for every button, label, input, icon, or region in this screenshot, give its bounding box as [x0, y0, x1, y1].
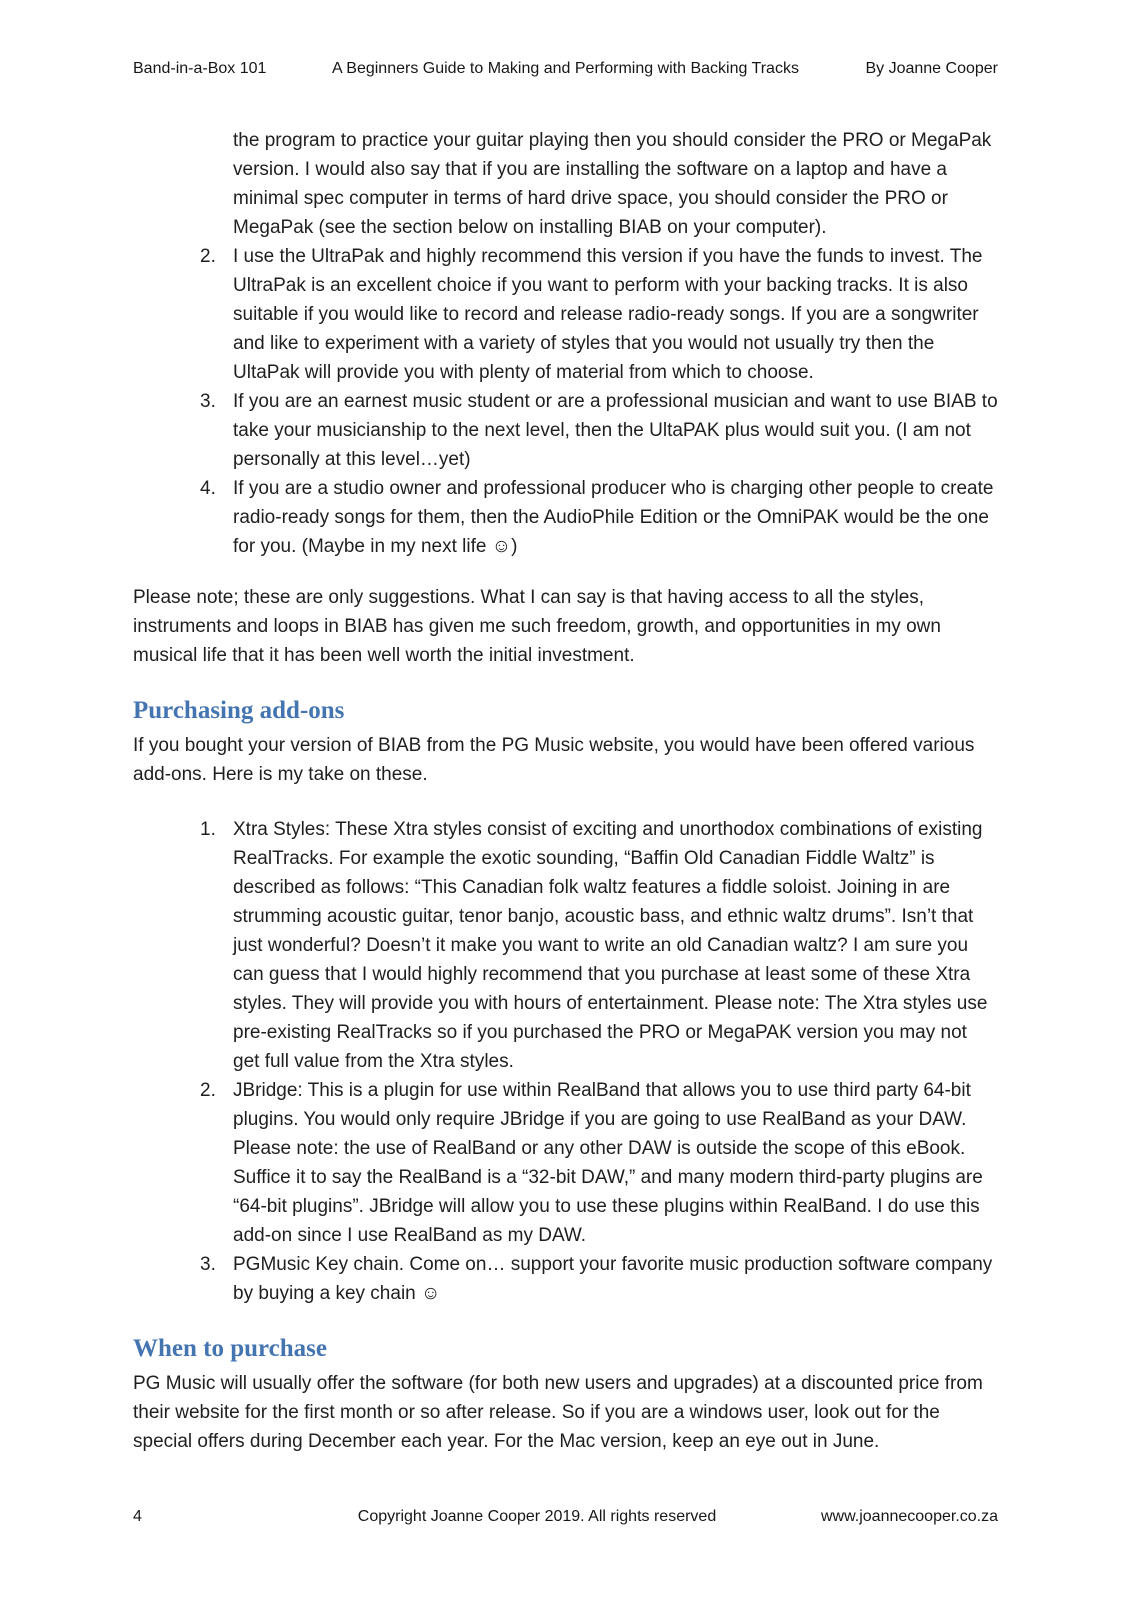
footer-page-number: 4 — [133, 1508, 142, 1525]
numbered-list-add-ons — [133, 815, 998, 1308]
list-item — [133, 1076, 998, 1250]
header-author: By Joanne Cooper — [865, 60, 998, 77]
list-item-number: 3. — [200, 1254, 216, 1275]
list-item-text: If you are an earnest music student or are a professional musician and want to use BIAB to take your musicianship to the next level, then the UltaPAK plus would suit you. (I am not personally at this level…yet) — [233, 391, 998, 470]
list-item — [133, 242, 998, 387]
list-item-continuation: the program to practice your guitar playing then you should consider the PRO or MegaPak version. I would also say that if you are installing the software on a laptop and have a minimal spec computer in terms of hard drive space, you should consider the PRO or MegaPak (see the section below on installing BIAB on your computer). — [233, 130, 992, 238]
list-item-text: If you are a studio owner and professional producer who is charging other people to create radio-ready songs for them, then the AudioPhile Edition or the OmniPAK would be the one for you. (Maybe in my next life ☺) — [233, 478, 994, 557]
list-item — [133, 815, 998, 1076]
list-item-text: I use the UltraPak and highly recommend this version if you have the funds to invest. The UltraPak is an excellent choice if you want to perform with your backing tracks. It is also suitable if you would like to record and release radio-ready songs. If you are a songwriter and like to experiment with a variety of styles that you would not usually try then the UltaPak will provide you with plenty of material from which to choose. — [233, 246, 983, 383]
section-heading-when-to-purchase: When to purchase — [133, 1335, 328, 1362]
page-footer — [133, 1508, 998, 1526]
header-left-title: Band-in-a-Box 101 — [133, 60, 267, 77]
list-item-number: 4. — [200, 478, 216, 499]
list-item-number: 1. — [200, 819, 216, 840]
paragraph-please-note: Please note; these are only suggestions. What I can say is that having access to all the styles, instruments and loops in BIAB has given me such freedom, growth, and opportunities in my own musical life that it has been well worth the initial investment. — [133, 587, 941, 666]
list-item-number: 2. — [200, 246, 216, 267]
document-body — [133, 126, 998, 1456]
footer-website: www.joannecooper.co.za — [821, 1508, 998, 1525]
list-item-number: 2. — [200, 1080, 216, 1101]
section-heading-purchasing-add-ons: Purchasing add-ons — [133, 697, 345, 724]
list-item-text: JBridge: This is a plugin for use within RealBand that allows you to use third party 64-bit plugins. You would only require JBridge if you are going to use RealBand as your DAW. Please note: the use of RealBand or any other DAW is outside the scope of this eBook. Suffice it to say the RealBand is a “32-bit DAW,” and many modern third-party plugins are “64-bit plugins”. JBridge will allow you to use these plugins within RealBand. I do use this add-on since I use RealBand as my DAW. — [233, 1080, 983, 1246]
footer-copyright: Copyright Joanne Cooper 2019. All rights reserved — [357, 1508, 717, 1525]
list-item-text: PGMusic Key chain. Come on… support your favorite music production software company by buying a key chain ☺ — [233, 1254, 993, 1304]
numbered-list-versions — [133, 242, 998, 561]
list-item — [133, 474, 998, 561]
list-item-number: 3. — [200, 391, 216, 412]
paragraph-add-ons-intro: If you bought your version of BIAB from the PG Music website, you would have been offered various add-ons. Here is my take on these. — [133, 735, 975, 785]
list-item-text: Xtra Styles: These Xtra styles consist of exciting and unorthodox combinations of existing RealTracks. For example the exotic sounding, “Baffin Old Canadian Fiddle Waltz” is described as follows: “This Canadian folk waltz features a fiddle soloist. Joining in are strumming acoustic guitar, tenor banjo, acoustic bass, and ethnic waltz drums”. Isn’t that just wonderful? Doesn’t it make you want to write an old Canadian waltz? I am sure you can guess that I would highly recommend that you purchase at least some of these Xtra styles. They will provide you with hours of entertainment. Please note: The Xtra styles use pre-existing RealTracks so if you purchased the PRO or MegaPAK version you may not get full value from the Xtra styles. — [233, 819, 988, 1072]
page-header — [133, 60, 998, 78]
list-item — [133, 1250, 998, 1308]
paragraph-when-to-purchase: PG Music will usually offer the software (for both new users and upgrades) at a discounted price from their website for the first month or so after release. So if you are a windows user, look out for the special offers during December each year. For the Mac version, keep an eye out in June. — [133, 1373, 983, 1452]
list-item — [133, 387, 998, 474]
header-center-title: A Beginners Guide to Making and Performing with Backing Tracks — [332, 60, 799, 77]
